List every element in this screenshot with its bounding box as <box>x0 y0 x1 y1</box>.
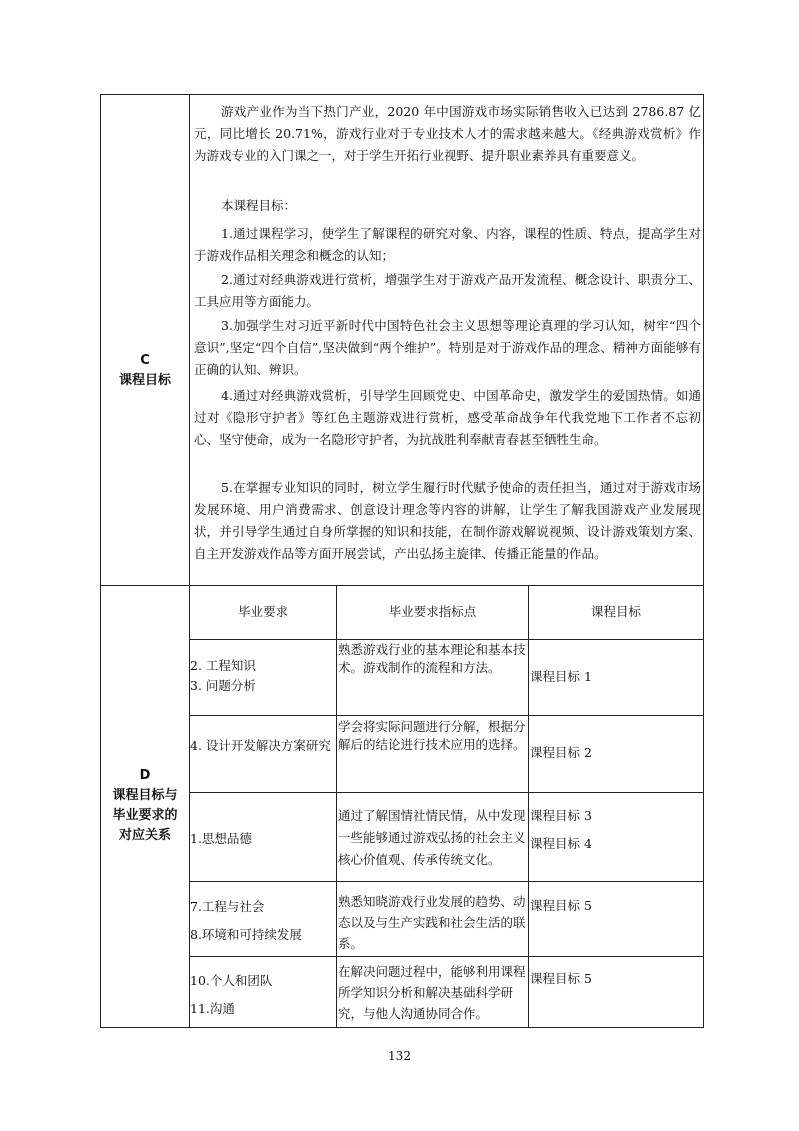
requirement-item: 11.沟通 <box>190 1001 235 1016</box>
table-row-indicator: 熟悉游戏行业的基本理论和基本技术。游戏制作的流程和方法。 <box>338 642 526 675</box>
requirement-item: 3. 问题分析 <box>190 678 256 693</box>
table-row-goal <box>530 802 702 858</box>
table-row-requirement <box>190 830 334 848</box>
goals-heading: 本课程目标： <box>221 198 297 213</box>
section-d-title-line: 毕业要求的 <box>112 808 178 823</box>
requirement-item: 7.工程与社会 <box>190 899 265 914</box>
section-c-letter: C <box>140 353 150 368</box>
page-number: 132 <box>388 1049 411 1063</box>
section-c-label <box>101 351 189 391</box>
section-d-title-line: 课程目标与 <box>112 788 178 803</box>
d-col-divider <box>336 585 337 1027</box>
table-row-requirement <box>190 656 334 696</box>
table-row-requirement <box>190 967 334 1023</box>
header-indicator: 毕业要求指标点 <box>388 604 477 619</box>
requirement-item: 10.个人和团队 <box>190 973 273 988</box>
table-row-goal <box>530 970 702 988</box>
goal-paragraph: 5.在掌握专业知识的同时，树立学生履行时代赋予使命的责任担当，通过对于游戏市场发展环境、用户消费需求、创意设计理念等内容的讲解，让学生了解我国游戏产业发展现状，并引导学生通过自身所掌握的知识和技能，在制作游戏解说视频、设计游戏策划方案、自主开发游戏作品等方面开展尝试，产出弘扬主旋律、传播正能量的作品。 <box>194 480 701 561</box>
course-goal-item: 课程目标 5 <box>530 898 592 913</box>
table-row-goal <box>530 744 702 762</box>
section-d-label <box>101 766 189 846</box>
table-row-indicator: 熟悉知晓游戏行业发展的趋势、动态以及与生产实践和社会生活的联系。 <box>338 894 526 951</box>
d-row-divider <box>189 715 703 716</box>
d-row-divider <box>189 956 703 957</box>
goal-paragraph: 3.加强学生对习近平新时代中国特色社会主义思想等理论真理的学习认知，树牢“四个意识”,坚定“四个自信”,坚决做到“两个维护”。特别是对于游戏作品的理念、精神方面能够有正确的认知、辨识。 <box>194 318 701 377</box>
d-row-divider <box>189 881 703 882</box>
course-goal-item: 课程目标 2 <box>530 745 592 760</box>
section-c-title: 课程目标 <box>118 373 171 388</box>
d-row-divider <box>189 792 703 793</box>
header-course-goal: 课程目标 <box>590 604 641 619</box>
table-row-indicator: 在解决问题过程中，能够利用课程所学知识分析和解决基础科学研究，与他人沟通协同合作。 <box>338 964 526 1021</box>
syllabus-table <box>100 94 704 1028</box>
requirement-item: 4. 设计开发解决方案研究 <box>190 738 331 753</box>
table-row-indicator: 通过了解国情社情民情，从中发现一些能够通过游戏弘扬的社会主义核心价值观、传承传统文化。 <box>338 808 526 867</box>
goal-paragraph: 2.通过对经典游戏进行赏析，增强学生对于游戏产品开发流程、概念设计、职责分工、工具应用等方面能力。 <box>194 272 701 309</box>
table-row-goal <box>530 668 702 686</box>
course-goal-item: 课程目标 3 <box>530 808 592 823</box>
goal-paragraph: 1.通过课程学习，使学生了解课程的研究对象、内容，课程的性质、特点，提高学生对于游戏作品相关理念和概念的认知； <box>194 226 701 263</box>
intro-paragraph: 游戏产业作为当下热门产业，2020 年中国游戏市场实际销售收入已达到 2786.87 亿元，同比增长 20.71%，游戏行业对于专业技术人才的需求越来越大。《经典游戏赏析》作为游戏专业的入门课之一，对于学生开拓行业视野、提升职业素养具有重要意义。 <box>194 104 701 163</box>
table-row-requirement <box>190 736 334 756</box>
goal-paragraph: 4.通过对经典游戏赏析，引导学生回顾党史、中国革命史，激发学生的爱国热情。如通过对《隐形守护者》等红色主题游戏进行赏析，感受革命战争年代我党地下工作者不忘初心、坚守使命，成为一名隐形守护者，为抗战胜利奉献青春甚至牺牲生命。 <box>194 388 701 447</box>
table-row-goal <box>530 897 702 915</box>
d-header-divider <box>189 639 703 640</box>
course-goal-item: 课程目标 4 <box>530 836 592 851</box>
requirement-item: 2. 工程知识 <box>190 658 256 673</box>
table-row-indicator: 学会将实际问题进行分解，根据分解后的结论进行技术应用的选择。 <box>338 719 526 752</box>
section-d-letter: D <box>139 768 151 783</box>
d-col-divider <box>528 585 529 1027</box>
requirement-item: 1.思想品德 <box>190 831 252 846</box>
header-requirement: 毕业要求 <box>237 604 288 619</box>
section-c-d-divider <box>101 585 703 586</box>
table-row-requirement <box>190 893 334 949</box>
course-goal-item: 课程目标 5 <box>530 971 592 986</box>
requirement-item: 8.环境和可持续发展 <box>190 927 302 942</box>
section-d-title-line: 对应关系 <box>118 828 171 843</box>
label-column-divider <box>189 95 190 1027</box>
course-goal-item: 课程目标 1 <box>530 669 592 684</box>
